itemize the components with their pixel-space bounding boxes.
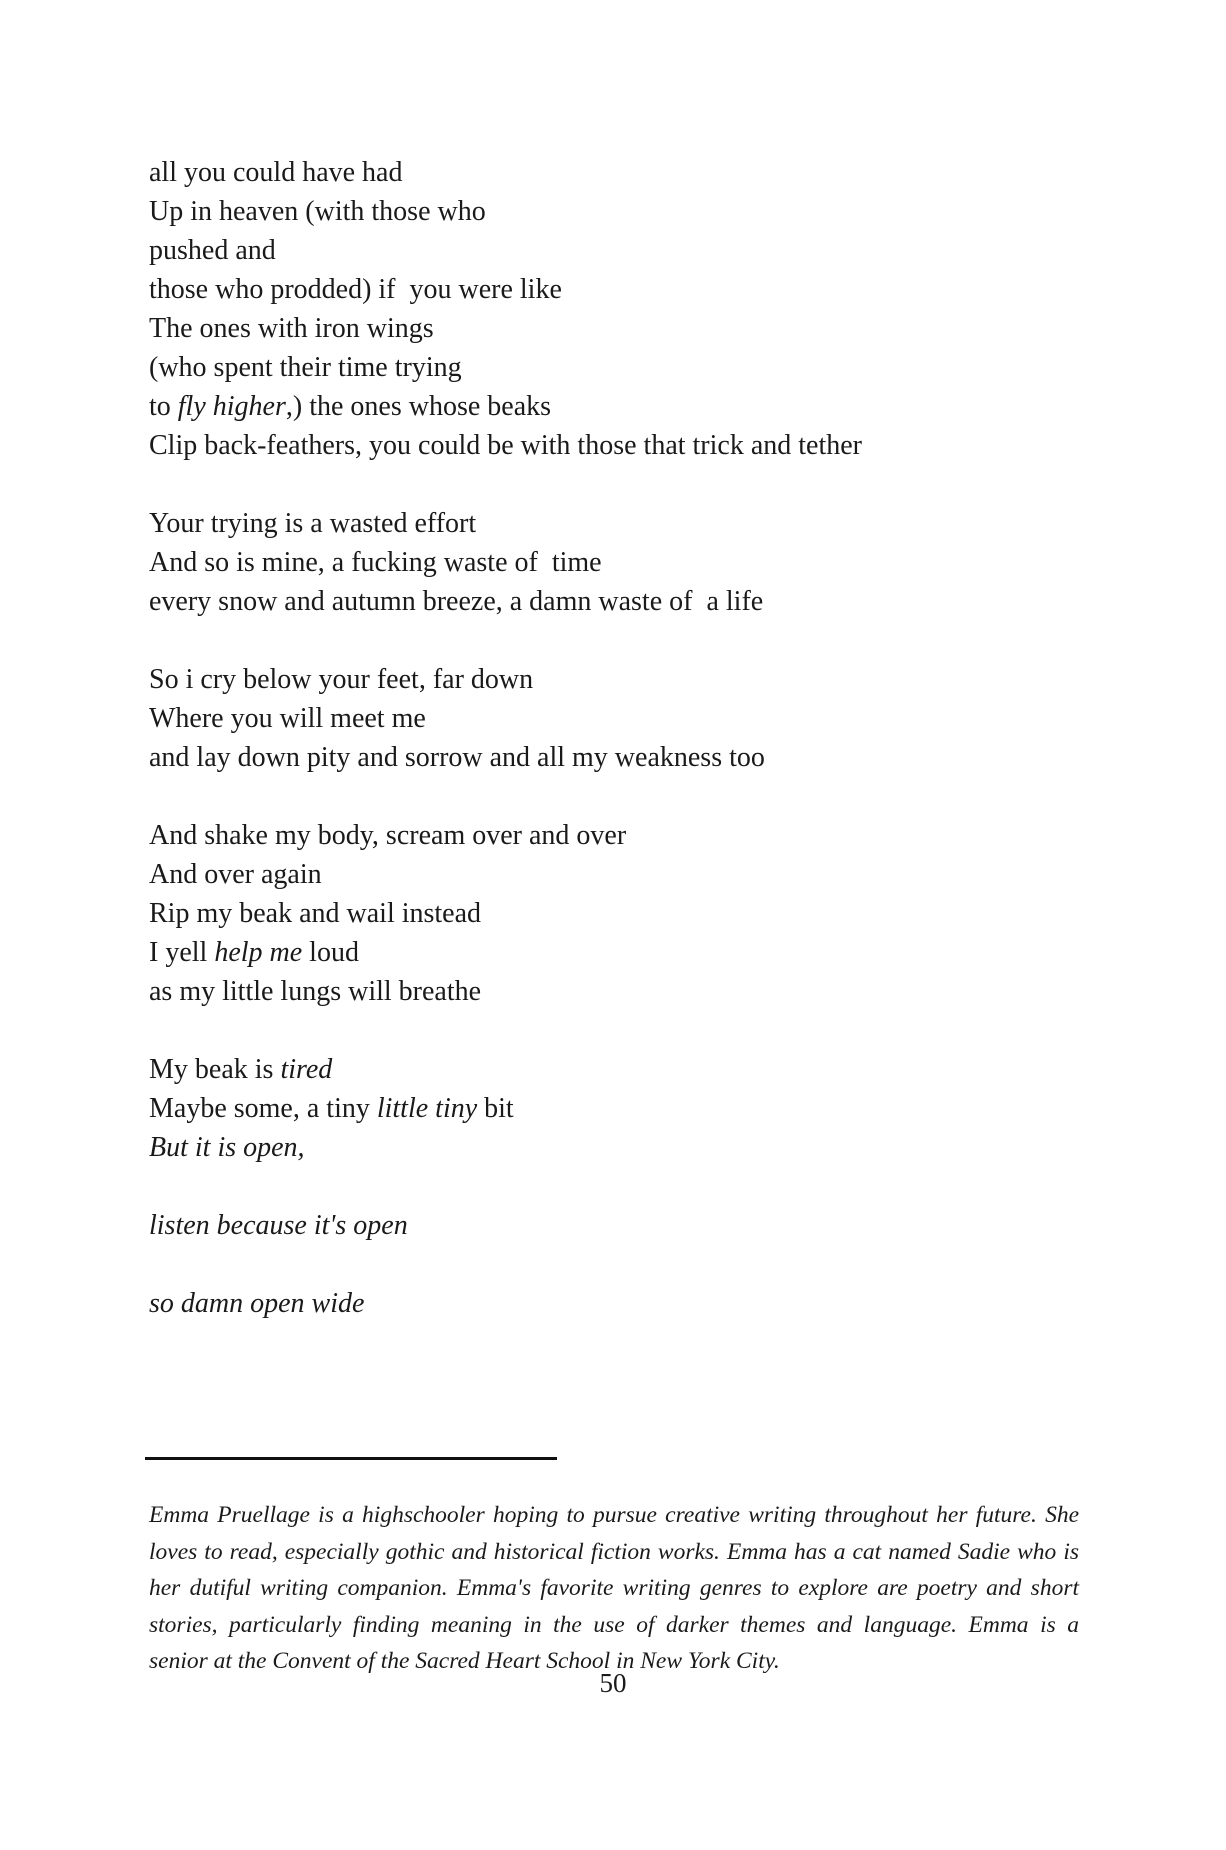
poem-line: And shake my body, scream over and over xyxy=(149,820,627,851)
poem-line: pushed and xyxy=(149,235,276,266)
poem-line: Maybe some, a tiny little tiny bit xyxy=(149,1093,514,1124)
poem-line: But it is open, xyxy=(149,1132,305,1163)
poem-line: And so is mine, a fucking waste of time xyxy=(149,547,602,578)
page-number: 50 xyxy=(599,1668,627,1698)
poem-line: Rip my beak and wail instead xyxy=(149,898,482,929)
poem-line: Where you will meet me xyxy=(149,703,426,734)
poem-line: Clip back-feathers, you could be with those that trick and tether xyxy=(149,430,863,461)
poem-line: those who prodded) if you were like xyxy=(149,274,562,305)
author-bio-line: stories, particularly finding meaning in the use of darker themes and language. Emma is a xyxy=(149,1611,1079,1638)
author-bio-line: senior at the Convent of the Sacred Heart School in New York City. xyxy=(149,1648,780,1674)
stanza xyxy=(149,1050,1149,1167)
poem-line: The ones with iron wings xyxy=(149,313,434,344)
stanza xyxy=(149,1206,1149,1245)
poem-line: (who spent their time trying xyxy=(149,352,462,383)
stanza xyxy=(149,1284,1149,1323)
stanza xyxy=(149,504,1149,621)
author-bio-line: Emma Pruellage is a highschooler hoping to pursue creative writing throughout her future. She xyxy=(149,1502,1079,1528)
stanza xyxy=(149,153,1149,465)
author-bio-line: loves to read, especially gothic and historical fiction works. Emma has a cat named Sadie who is xyxy=(149,1538,1079,1565)
footnote-divider xyxy=(145,1457,557,1460)
poem-line: to fly higher,) the ones whose beaks xyxy=(149,391,552,422)
poem-line: listen because it's open xyxy=(149,1210,408,1241)
poem-line: And over again xyxy=(149,859,322,890)
poem-line: My beak is tired xyxy=(149,1054,333,1085)
poem-line: as my little lungs will breathe xyxy=(149,976,482,1007)
poem-line: Up in heaven (with those who xyxy=(149,196,486,227)
poem-line: all you could have had xyxy=(149,157,403,188)
poem-line: Your trying is a wasted effort xyxy=(149,508,477,539)
poem-line: so damn open wide xyxy=(149,1288,365,1319)
author-bio xyxy=(149,1497,1079,1680)
stanza xyxy=(149,660,1149,777)
poem xyxy=(149,153,1149,1362)
poem-line: every snow and autumn breeze, a damn waste of a life xyxy=(149,586,764,617)
stanza xyxy=(149,816,1149,1011)
poem-line: I yell help me loud xyxy=(149,937,359,968)
poem-line: and lay down pity and sorrow and all my weakness too xyxy=(149,742,765,773)
author-bio-line: her dutiful writing companion. Emma's favorite writing genres to explore are poetry and short xyxy=(149,1575,1079,1601)
poem-line: So i cry below your feet, far down xyxy=(149,664,534,695)
